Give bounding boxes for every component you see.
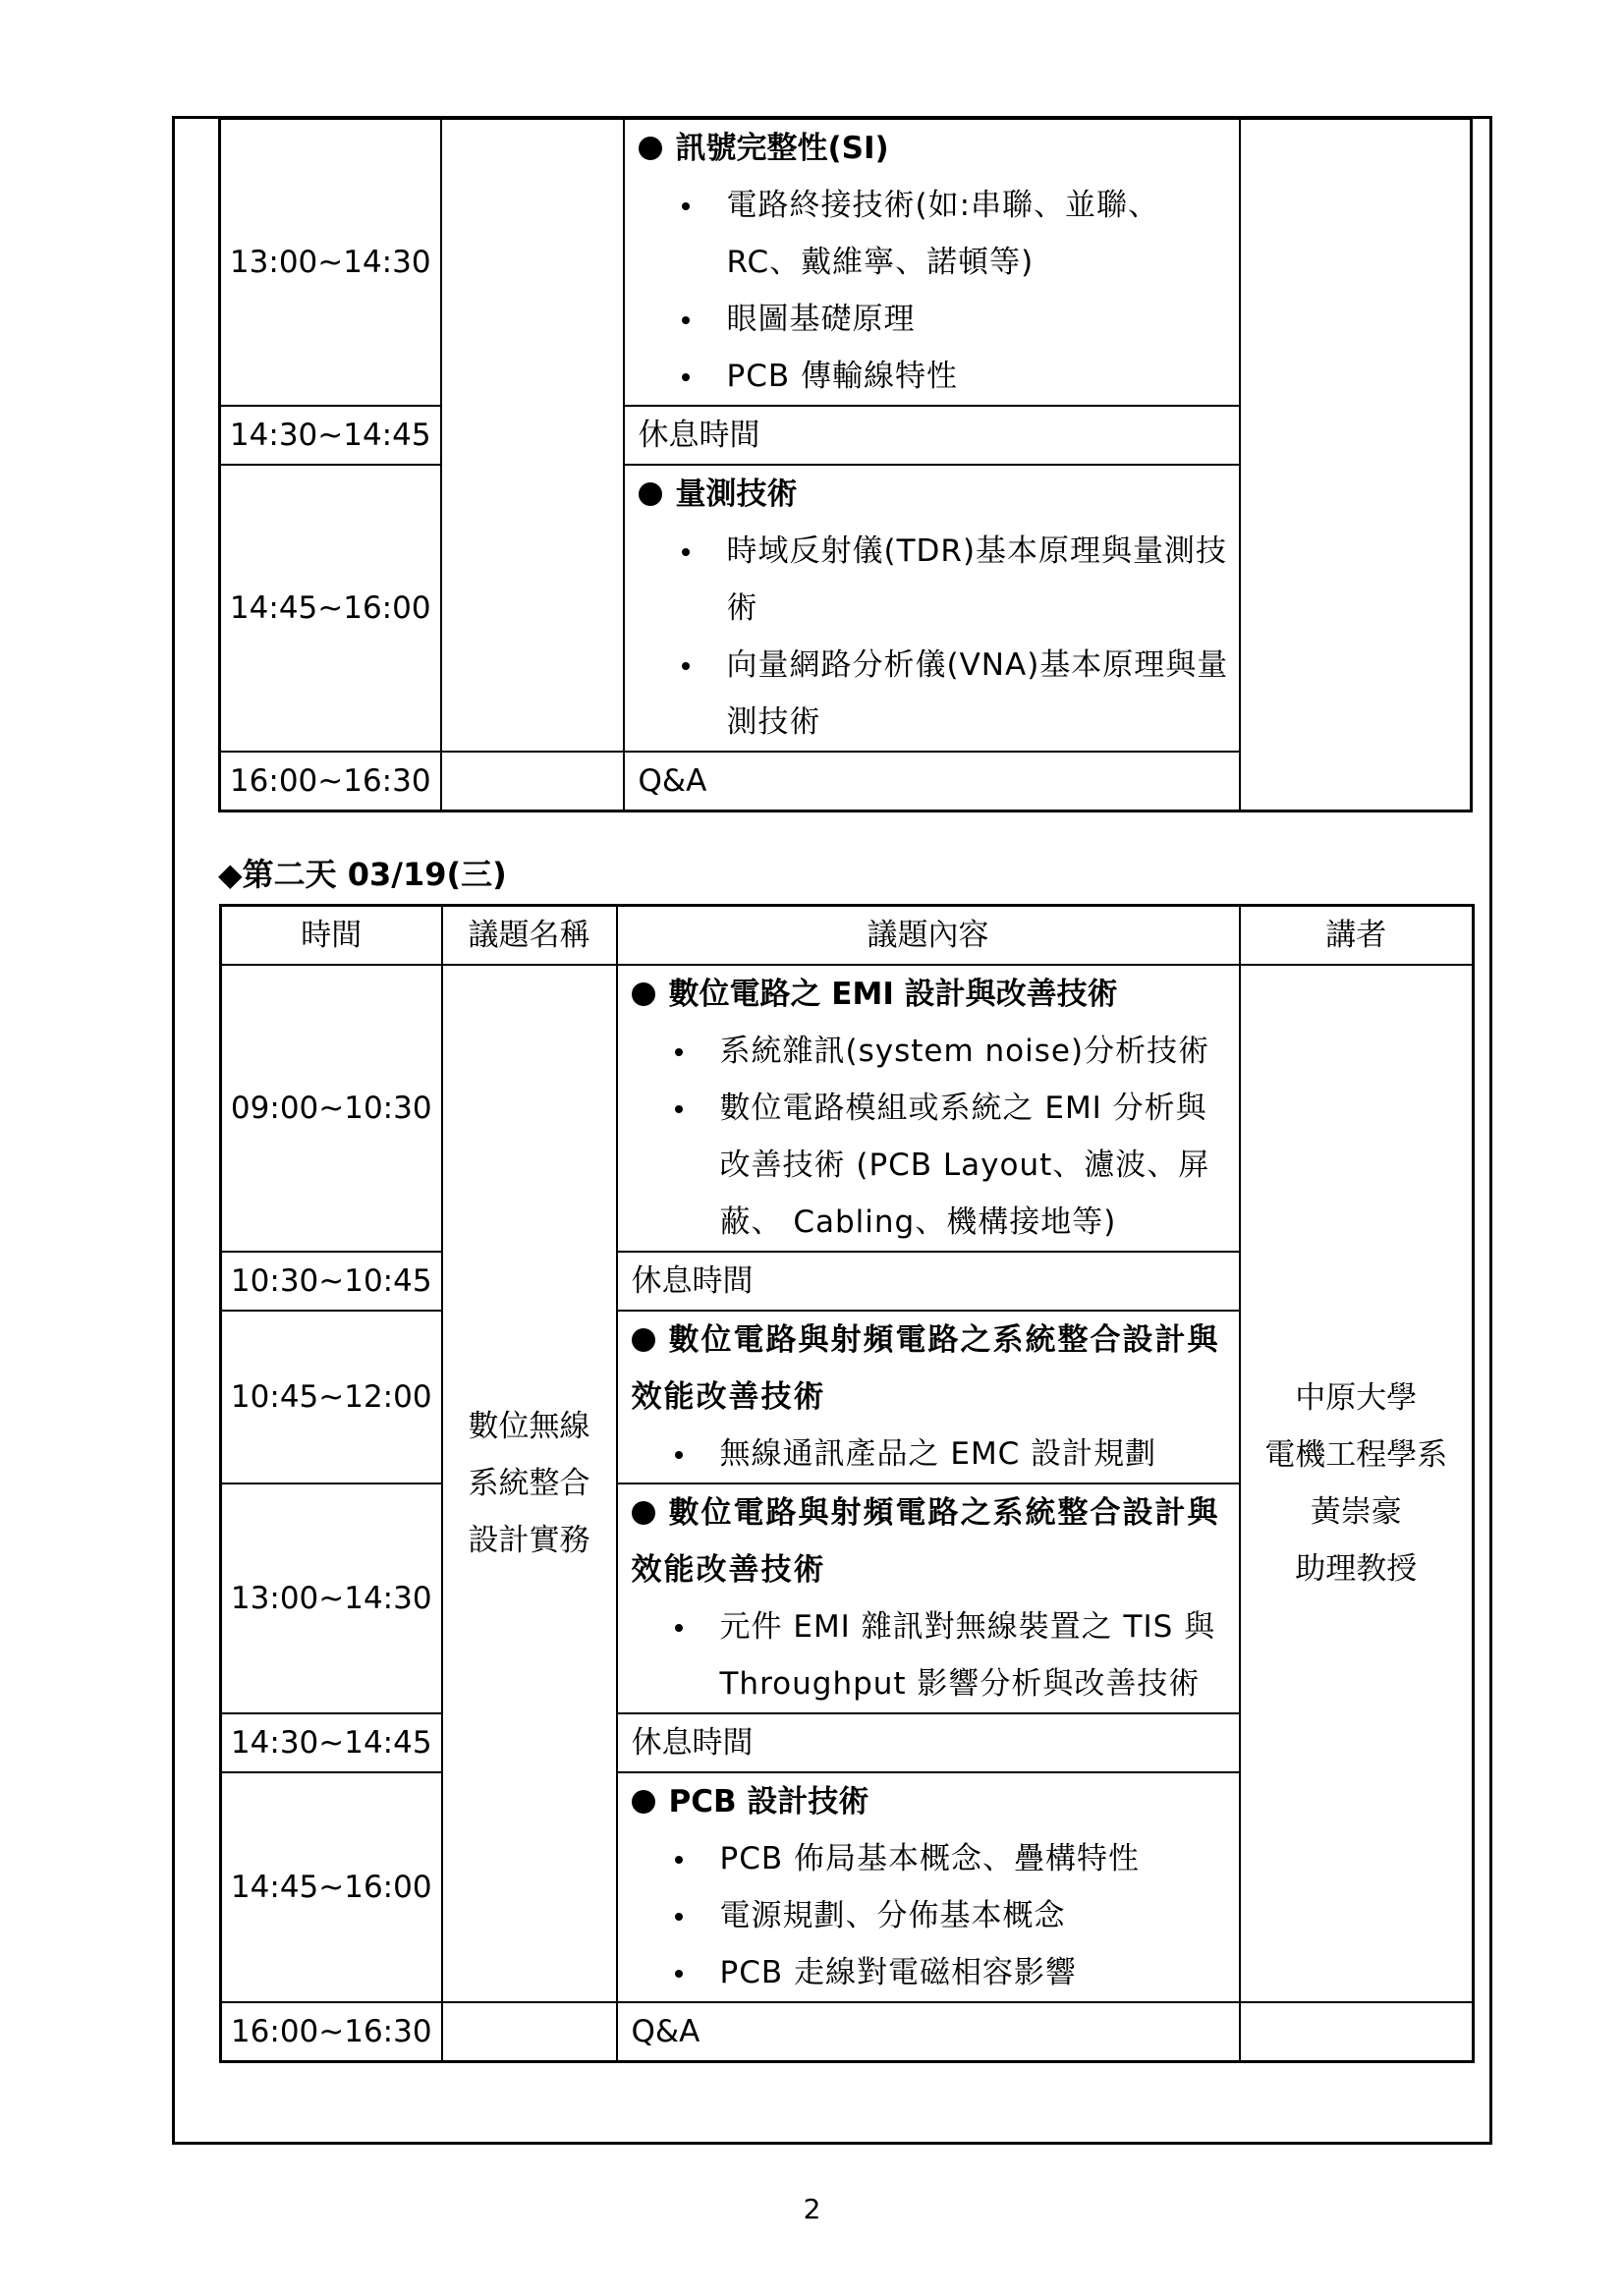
agenda-heading: PCB 設計技術 [632, 1773, 1229, 1830]
time-cell: 14:30~14:45 [221, 1713, 442, 1772]
agenda-item: 向量網路分析儀(VNA)基本原理與量測技術 [639, 637, 1229, 751]
day2-schedule-table [219, 904, 1475, 2063]
break-cell: 休息時間 [624, 406, 1240, 465]
page-number: 2 [803, 2193, 821, 2225]
header-speaker: 講者 [1240, 906, 1474, 966]
agenda-heading: 數位電路之 EMI 設計與改善技術 [632, 966, 1229, 1023]
bullet-icon [632, 982, 655, 1006]
bullet-icon [675, 1451, 683, 1459]
agenda-heading: 數位電路與射頻電路之系統整合設計與效能改善技術 [631, 1322, 1220, 1415]
bullet-icon [675, 1048, 683, 1056]
content-cell [617, 1483, 1240, 1713]
bullet-icon [682, 548, 690, 556]
topic-cell [442, 2002, 617, 2062]
topic-cell [441, 752, 624, 812]
bullet-icon [682, 373, 690, 381]
time-cell: 16:00~16:30 [220, 752, 441, 812]
speaker-cell [1240, 119, 1472, 812]
speaker-cell [1240, 2002, 1474, 2062]
bullet-icon [632, 1501, 655, 1525]
bullet-icon [639, 482, 662, 506]
bullet-icon [682, 316, 690, 324]
topic-cell [441, 119, 624, 753]
bullet-icon [675, 1970, 683, 1978]
day1-schedule-table [218, 117, 1473, 812]
speaker-cell: 中原大學 電機工程學系 黃崇豪 助理教授 [1240, 965, 1474, 2002]
content-cell [624, 119, 1240, 407]
time-cell: 13:00~14:30 [221, 1483, 442, 1713]
table-header-row [221, 906, 1474, 966]
time-cell: 14:30~14:45 [220, 406, 441, 465]
qa-cell: Q&A [624, 752, 1240, 812]
agenda-item: 電源規劃、分佈基本概念 [632, 1887, 1229, 1944]
time-cell: 09:00~10:30 [221, 965, 442, 1252]
content-cell [617, 1311, 1240, 1483]
bullet-icon [682, 662, 690, 670]
content-cell [617, 1772, 1240, 2002]
table-row [221, 965, 1474, 1252]
time-cell: 10:45~12:00 [221, 1311, 442, 1483]
bullet-icon [675, 1624, 683, 1632]
agenda-item: 眼圖基礎原理 [639, 291, 1229, 348]
content-cell [624, 465, 1240, 752]
table-row [221, 2002, 1474, 2062]
bullet-icon [632, 1328, 655, 1352]
table-row [220, 119, 1472, 407]
agenda-item: 系統雜訊(system noise)分析技術 [632, 1023, 1229, 1080]
bullet-icon [682, 202, 690, 210]
bullet-icon [639, 137, 662, 160]
time-cell: 13:00~14:30 [220, 119, 441, 407]
agenda-item: 無線通訊產品之 EMC 設計規劃 [632, 1426, 1229, 1483]
topic-name-cell: 數位無線 系統整合 設計實務 [442, 965, 617, 2002]
agenda-item: 元件 EMI 雜訊對無線裝置之 TIS 與 Throughput 影響分析與改善技術 [632, 1598, 1229, 1712]
agenda-heading: 訊號完整性(SI) [639, 120, 1229, 177]
header-content: 議題內容 [617, 906, 1240, 966]
break-cell: 休息時間 [617, 1252, 1240, 1311]
header-time: 時間 [221, 906, 442, 966]
header-topic: 議題名稱 [442, 906, 617, 966]
bullet-icon [675, 1913, 683, 1921]
bullet-icon [675, 1105, 683, 1113]
agenda-item: PCB 佈局基本概念、疊構特性 [632, 1830, 1229, 1887]
qa-cell: Q&A [617, 2002, 1240, 2062]
agenda-item: 電路終接技術(如:串聯、並聯、RC、戴維寧、諾頓等) [639, 177, 1229, 291]
agenda-heading: 數位電路與射頻電路之系統整合設計與效能改善技術 [631, 1495, 1220, 1588]
content-cell [617, 965, 1240, 1252]
time-cell: 16:00~16:30 [221, 2002, 442, 2062]
bullet-icon [675, 1856, 683, 1864]
section-title: ◆第二天 03/19(三) [218, 856, 507, 893]
agenda-item: PCB 傳輸線特性 [639, 348, 1229, 405]
time-cell: 14:45~16:00 [220, 465, 441, 752]
break-cell: 休息時間 [617, 1713, 1240, 1772]
agenda-item: 時域反射儀(TDR)基本原理與量測技術 [639, 523, 1229, 637]
time-cell: 14:45~16:00 [221, 1772, 442, 2002]
agenda-heading: 量測技術 [639, 466, 1229, 523]
agenda-item: 數位電路模組或系統之 EMI 分析與改善技術 (PCB Layout、濾波、屏蔽、 Cabling、機構接地等) [632, 1080, 1229, 1251]
agenda-item: PCB 走線對電磁相容影響 [632, 1944, 1229, 2001]
time-cell: 10:30~10:45 [221, 1252, 442, 1311]
bullet-icon [632, 1790, 655, 1814]
